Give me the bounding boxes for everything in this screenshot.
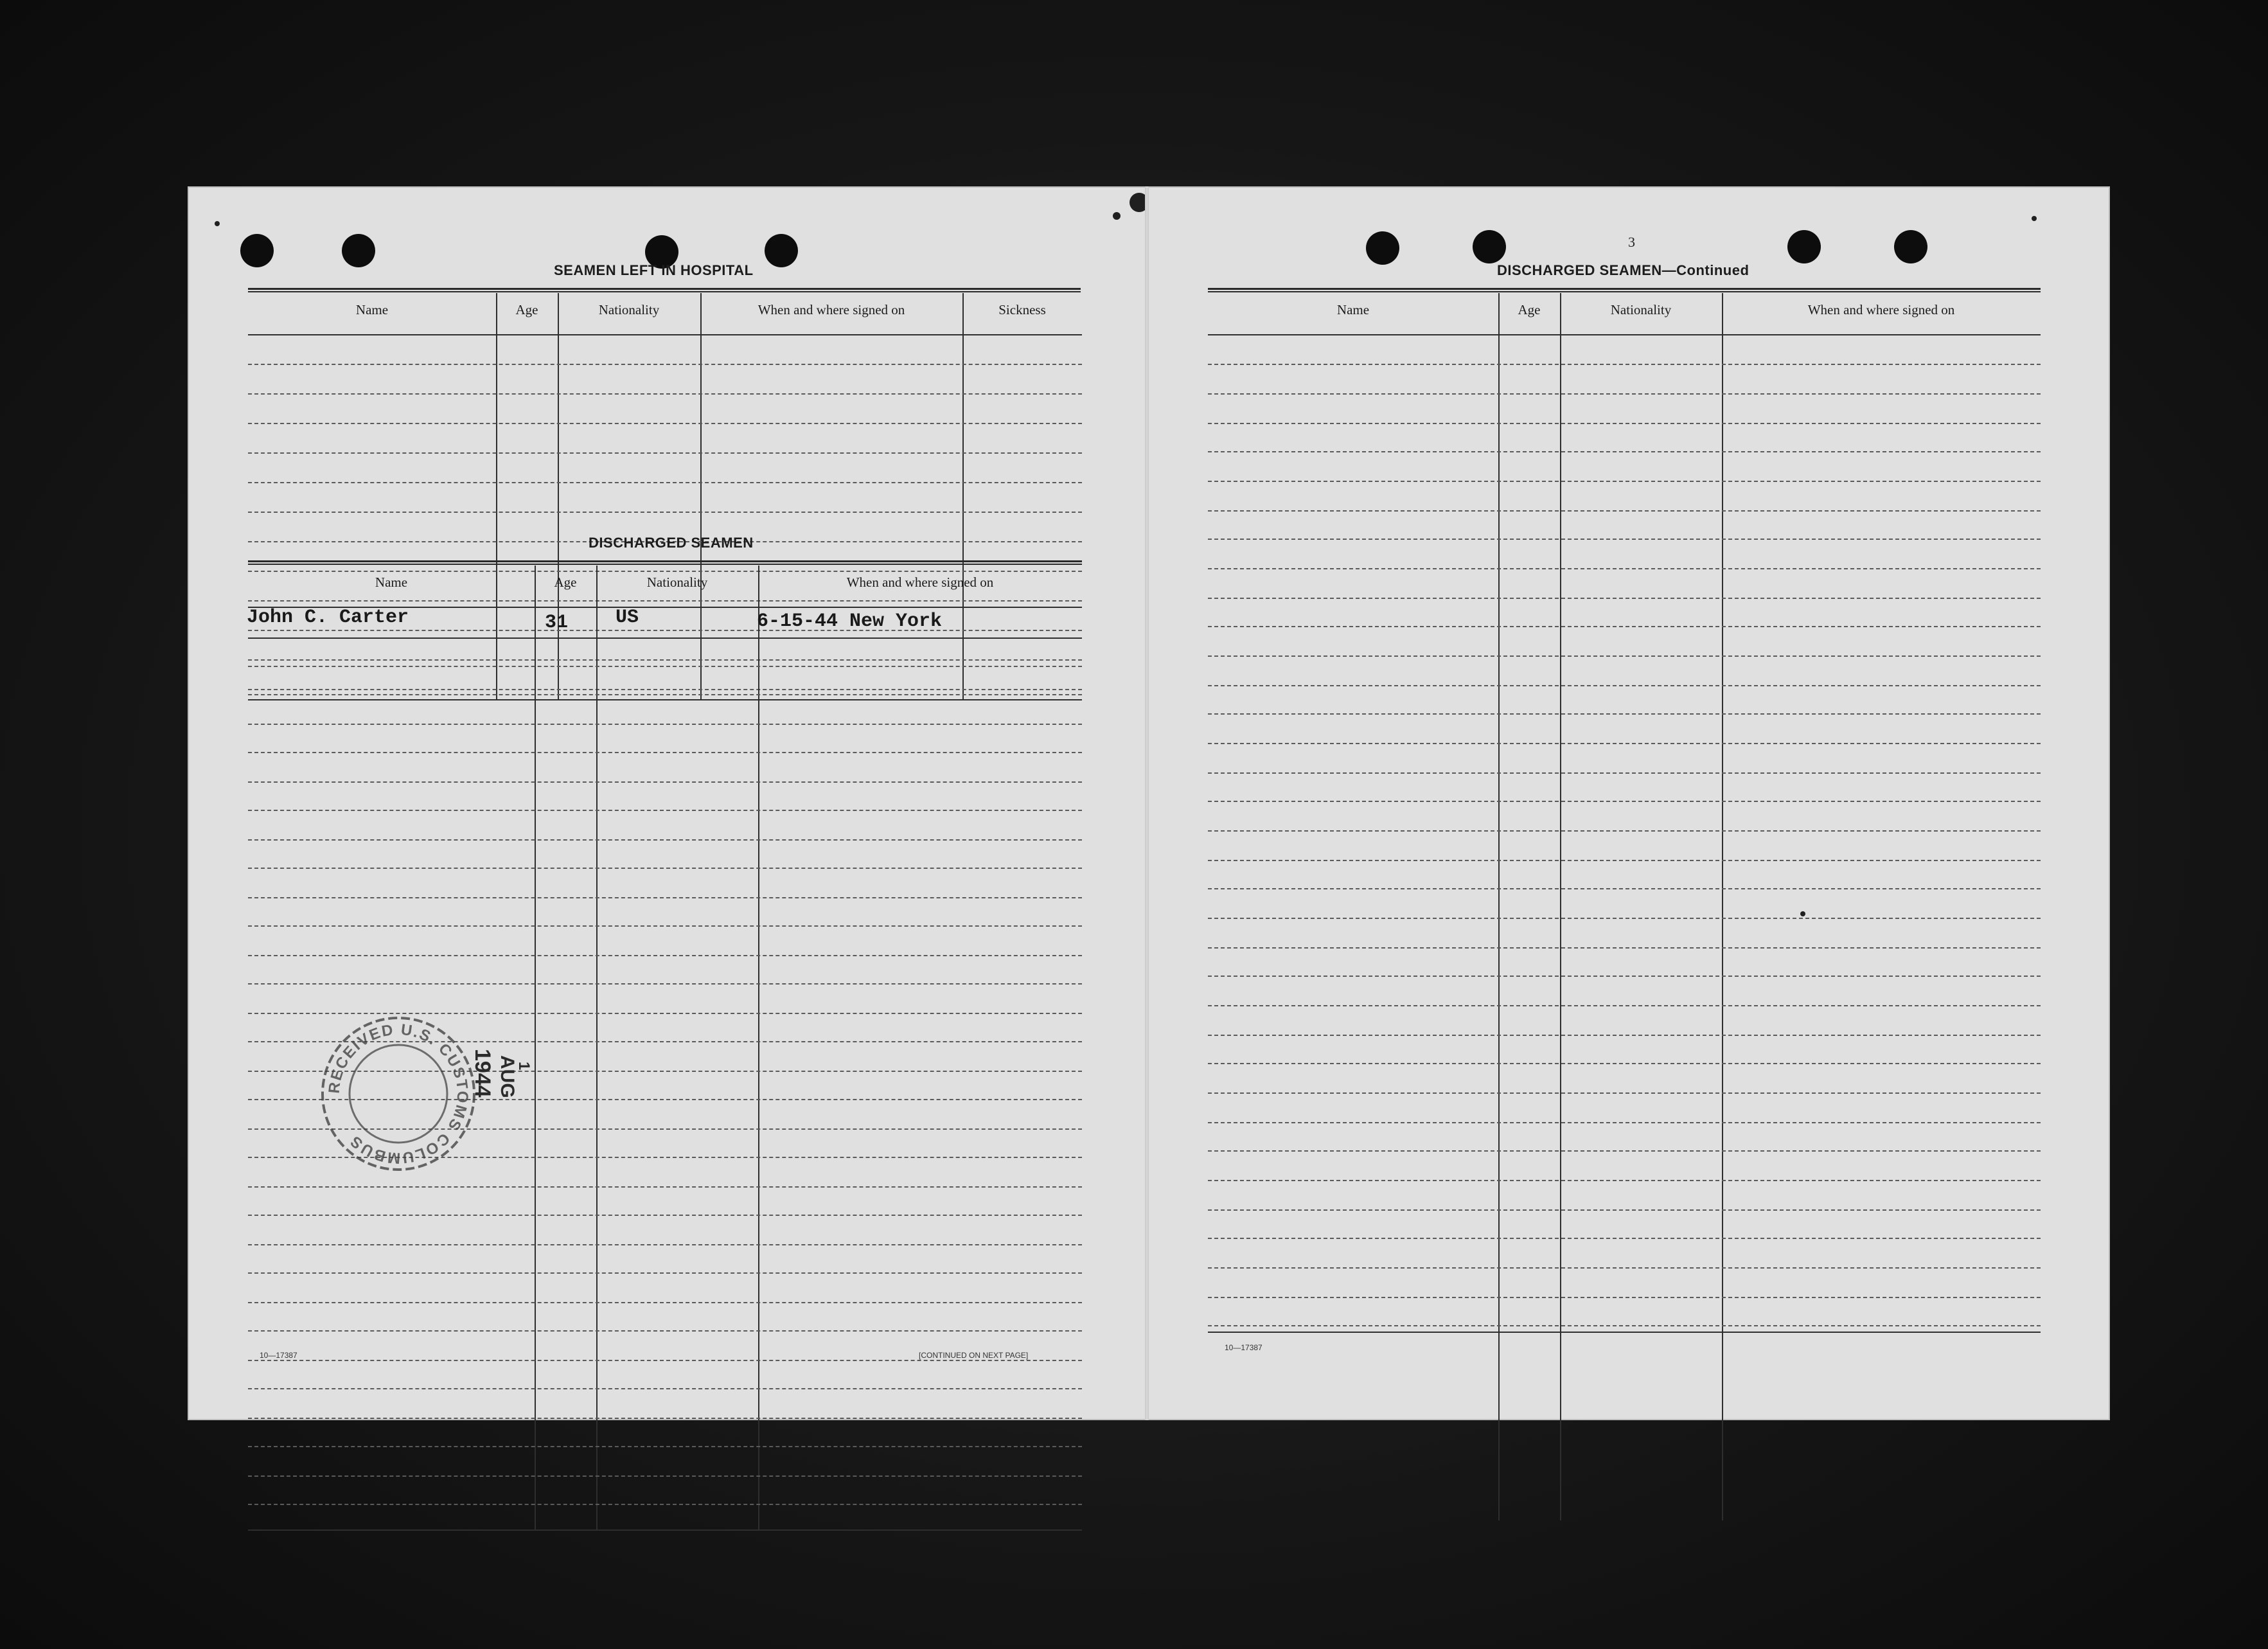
hospital-col-divider (700, 293, 702, 700)
hospital-col-age: Age (515, 302, 538, 317)
discharged-row-line (248, 897, 1082, 898)
discharged-row-line (248, 752, 1082, 753)
discharged-row-line (248, 839, 1082, 841)
discharged-row-line (248, 1418, 1082, 1419)
hospital-row-line (248, 452, 1082, 454)
punch-hole-icon (1894, 230, 1927, 263)
hospital-col-divider (962, 293, 964, 700)
hospital-row-line (248, 393, 1082, 395)
discharged-row-line (248, 1388, 1082, 1389)
punch-hole-icon (1787, 230, 1821, 263)
blot-mark (1800, 911, 1805, 916)
right-row-line (1208, 1035, 2041, 1036)
svg-text:RECEIVED U.S. CUSTOMS COLUMBUS (326, 1021, 472, 1167)
discharged-row-line (248, 1360, 1082, 1361)
hospital-bottom-rule (248, 699, 1082, 700)
discharged-row-line (248, 1186, 1082, 1188)
discharged-row-line (248, 868, 1082, 869)
right-row-line (1208, 772, 2041, 774)
discharged-section-title: DISCHARGED SEAMEN (589, 535, 754, 551)
discharged-row-line (248, 1244, 1082, 1245)
right-row-line (1208, 364, 2041, 365)
discharged-row-age: 31 (545, 612, 569, 634)
right-row-line (1208, 1325, 2041, 1326)
punch-hole-icon (1473, 230, 1506, 263)
discharged-row-name: John C. Carter (247, 607, 409, 628)
right-row-line (1208, 1180, 2041, 1181)
discharged-row-line (248, 1330, 1082, 1332)
right-row-line (1208, 655, 2041, 657)
hospital-header-rule (248, 334, 1082, 335)
discharged-row-line (248, 810, 1082, 811)
right-col-age: Age (1518, 302, 1541, 317)
right-col-divider (1498, 293, 1500, 1520)
right-form-number: 10—17387 (1225, 1343, 1262, 1352)
discharged-row-nationality: US (616, 607, 639, 628)
right-col-signed-on: When and where signed on (1807, 302, 1955, 317)
right-row-line (1208, 626, 2041, 627)
right-col-divider (1560, 293, 1561, 1520)
hospital-col-nationality: Nationality (598, 302, 660, 317)
discharged-row-line (248, 983, 1082, 985)
hospital-col-name: Name (355, 302, 389, 317)
discharged-row-signed-on: 6-15-44 New York (757, 611, 943, 632)
discharged-row-line (248, 1272, 1082, 1274)
right-row-line (1208, 976, 2041, 977)
continued-title-rest: —Continued (1661, 262, 1750, 278)
right-row-line (1208, 568, 2041, 569)
discharged-row-line (248, 694, 1082, 695)
right-row-line (1208, 685, 2041, 686)
right-bottom-rule (1208, 1332, 2041, 1333)
hospital-row-line (248, 482, 1082, 483)
hospital-row-line (248, 630, 1082, 631)
discharged-row-line (248, 1302, 1082, 1303)
right-row-line (1208, 539, 2041, 540)
punch-hole-icon (240, 234, 274, 267)
right-row-line (1208, 713, 2041, 715)
right-row-line (1208, 598, 2041, 599)
document-sheet (188, 186, 2110, 1420)
punch-hole-icon (342, 234, 375, 267)
discharged-bottom-rule (248, 1529, 1082, 1531)
discharged-col-signed-on: When and where signed on (846, 575, 994, 590)
discharged-col-age: Age (554, 575, 577, 590)
discharged-row-line (248, 1215, 1082, 1216)
hospital-row-line (248, 364, 1082, 365)
right-row-line (1208, 1297, 2041, 1298)
right-row-line (1208, 888, 2041, 889)
left-form-number: 10—17387 (260, 1351, 297, 1360)
hospital-row-line (248, 571, 1082, 572)
hospital-col-divider (558, 293, 559, 700)
right-col-divider (1722, 293, 1723, 1520)
right-col-name: Name (1336, 302, 1370, 317)
right-row-line (1208, 743, 2041, 744)
right-row-line (1208, 801, 2041, 802)
discharged-row-line (248, 637, 1082, 639)
discharged-row-line (248, 1446, 1082, 1447)
right-row-line (1208, 1063, 2041, 1064)
right-row-line (1208, 1092, 2041, 1094)
right-row-line (1208, 510, 2041, 512)
continued-title-bold: DISCHARGED SEAMEN (1497, 262, 1662, 278)
continued-section-title (1497, 262, 1749, 279)
right-row-line (1208, 860, 2041, 861)
hospital-col-sickness: Sickness (998, 302, 1046, 317)
hospital-col-divider (496, 293, 497, 700)
discharged-row-line (248, 724, 1082, 725)
blot-mark (2032, 216, 2037, 221)
center-fold (1145, 186, 1149, 1420)
right-row-line (1208, 1209, 2041, 1211)
discharged-col-divider (535, 566, 536, 1531)
discharged-col-divider (596, 566, 598, 1531)
right-top-rule (1208, 288, 2041, 292)
blot-mark (1113, 212, 1121, 220)
discharged-row-line (248, 1475, 1082, 1477)
hospital-row-line (248, 659, 1082, 661)
right-row-line (1208, 1238, 2041, 1239)
punch-hole-icon (1366, 231, 1399, 265)
discharged-col-nationality: Nationality (646, 575, 708, 590)
right-row-line (1208, 481, 2041, 482)
discharged-row-line (248, 955, 1082, 956)
blot-mark (215, 221, 220, 226)
discharged-col-divider (758, 566, 759, 1531)
right-row-line (1208, 1005, 2041, 1006)
stamp-ring-text: RECEIVED U.S. CUSTOMS COLUMBUS (325, 1021, 472, 1167)
stamp-month: AUG (497, 1055, 518, 1098)
page-number: 3 (1628, 234, 1635, 250)
right-col-nationality: Nationality (1610, 302, 1672, 317)
hospital-col-signed-on: When and where signed on (757, 302, 905, 317)
right-row-line (1208, 830, 2041, 832)
discharged-top-rule (248, 560, 1082, 565)
right-header-rule (1208, 334, 2041, 335)
discharged-row-line (248, 925, 1082, 927)
right-row-line (1208, 1122, 2041, 1123)
right-row-line (1208, 393, 2041, 395)
right-row-line (1208, 1267, 2041, 1269)
hospital-row-line (248, 689, 1082, 690)
right-row-line (1208, 423, 2041, 424)
discharged-row-line (248, 1504, 1082, 1505)
right-row-line (1208, 1150, 2041, 1152)
hospital-section-title: SEAMEN LEFT IN HOSPITAL (554, 262, 754, 278)
hospital-row-line (248, 512, 1082, 513)
right-row-line (1208, 947, 2041, 949)
continued-note: [CONTINUED ON NEXT PAGE] (919, 1351, 1029, 1360)
stamp-day: 1 (515, 1062, 533, 1071)
discharged-row-line (248, 781, 1082, 783)
hospital-row-line (248, 600, 1082, 602)
stamp-year: 1944 (470, 1049, 495, 1098)
hospital-row-line (248, 423, 1082, 424)
punch-hole-icon (765, 234, 798, 267)
hospital-top-rule (248, 288, 1081, 292)
right-row-line (1208, 918, 2041, 919)
right-row-line (1208, 451, 2041, 452)
discharged-col-name: Name (375, 575, 408, 590)
customs-stamp (263, 1010, 533, 1177)
discharged-row-line (248, 666, 1082, 667)
